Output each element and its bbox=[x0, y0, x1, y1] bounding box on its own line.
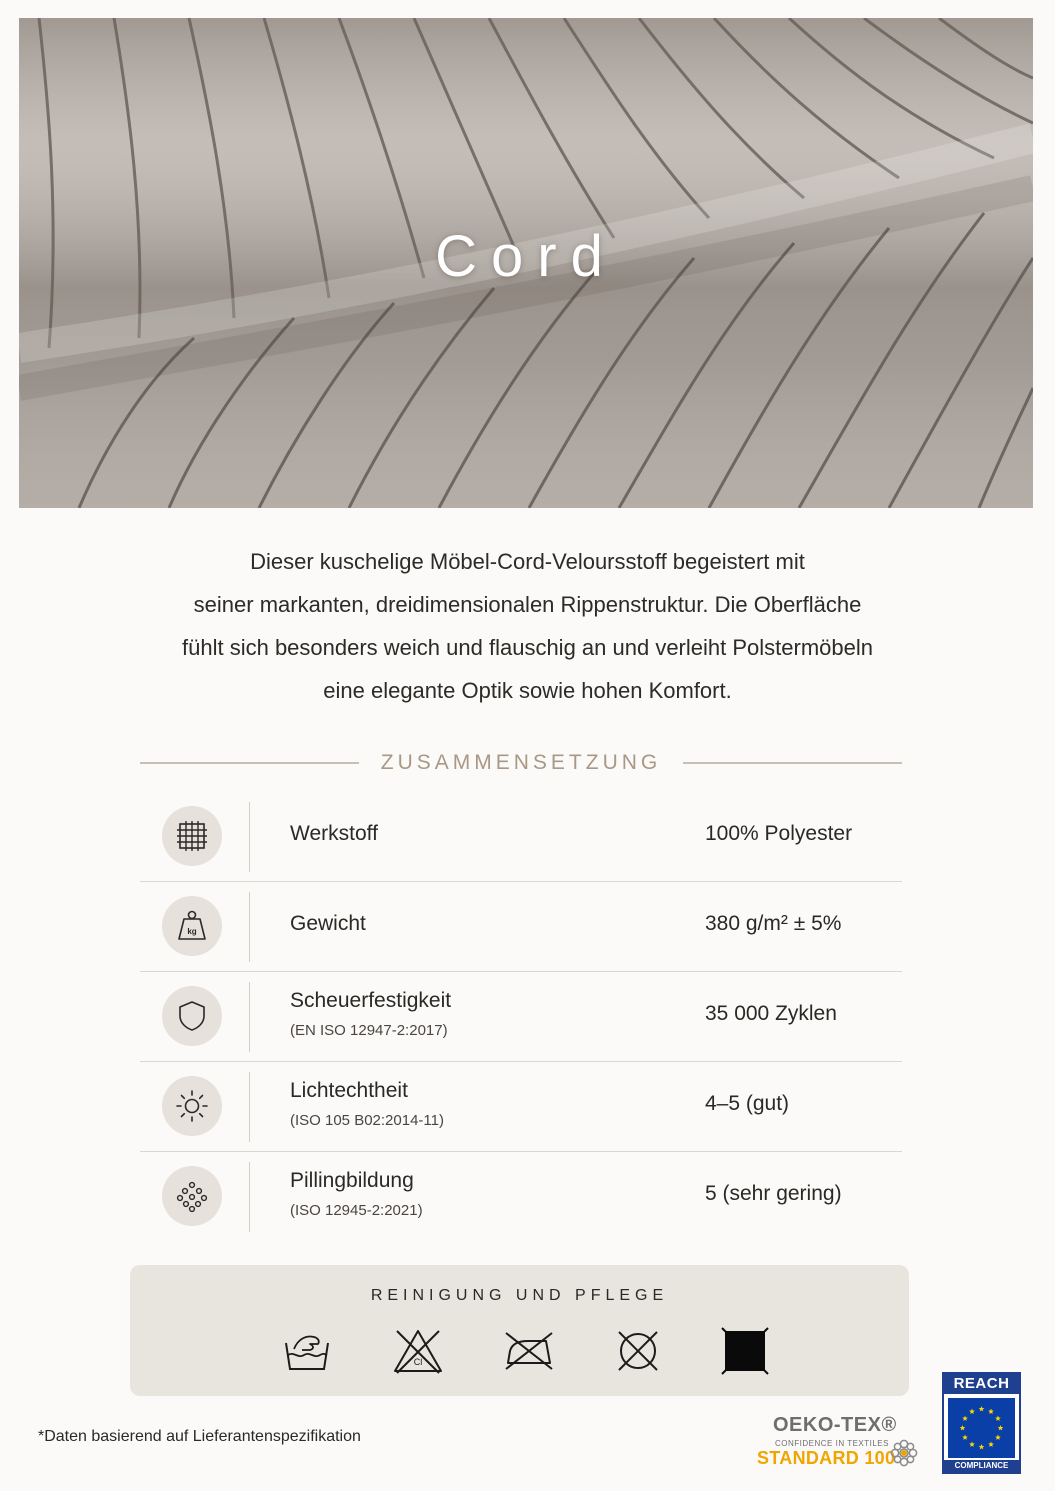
sun-icon bbox=[162, 1076, 222, 1136]
reach-compliance-badge bbox=[942, 1372, 1021, 1474]
spec-divider bbox=[249, 892, 250, 962]
oeko-tex-standard: STANDARD 100 bbox=[757, 1448, 896, 1468]
spec-standard: (EN ISO 12947-2:2017) bbox=[290, 1022, 448, 1039]
no-bleach-icon bbox=[391, 1327, 445, 1375]
eu-star bbox=[995, 1435, 1001, 1440]
no-iron-icon bbox=[502, 1329, 556, 1373]
spec-divider bbox=[249, 1162, 250, 1232]
no-tumble-dry-icon bbox=[720, 1326, 770, 1376]
spec-name: Werkstoff bbox=[290, 822, 378, 845]
care-title: REINIGUNG UND PFLEGE bbox=[370, 1287, 669, 1304]
heading-rule-right bbox=[683, 762, 902, 764]
care-symbols bbox=[280, 1323, 770, 1378]
description-line: Dieser kuschelige Möbel-Cord-Veloursstoff begeistert mit bbox=[250, 549, 805, 574]
product-title: Cord bbox=[435, 224, 617, 289]
eu-star bbox=[988, 1409, 994, 1414]
eu-star bbox=[979, 1406, 985, 1411]
spec-divider bbox=[249, 982, 250, 1052]
fabric-hero-image bbox=[19, 18, 1033, 508]
spec-name: Lichtechtheit bbox=[290, 1079, 408, 1102]
oeko-tex-flower-icon bbox=[889, 1438, 919, 1468]
spec-value: 5 (sehr gering) bbox=[705, 1182, 842, 1205]
no-dry-clean-icon bbox=[613, 1326, 663, 1376]
oeko-tex-logo bbox=[757, 1414, 937, 1472]
spec-standard: (ISO 105 B02:2014-11) bbox=[290, 1112, 444, 1129]
bleach-label: Cl bbox=[413, 1356, 423, 1367]
spec-value: 4–5 (gut) bbox=[705, 1092, 790, 1115]
pilling-dots-icon bbox=[162, 1166, 222, 1226]
description-line: fühlt sich besonders weich und flauschig an und verleiht Polstermöbeln bbox=[182, 635, 873, 660]
spec-row-abrasion bbox=[140, 972, 902, 1062]
eu-star bbox=[969, 1409, 975, 1414]
oeko-tex-name: OEKO-TEX® bbox=[773, 1414, 897, 1436]
composition-heading-label: ZUSAMMENSETZUNG bbox=[380, 751, 662, 774]
eu-star bbox=[960, 1425, 966, 1430]
footnote: *Daten basierend auf Lieferantenspezifikation bbox=[38, 1428, 361, 1445]
eu-star bbox=[998, 1425, 1004, 1430]
spec-standard: (ISO 12945-2:2021) bbox=[290, 1202, 423, 1219]
eu-star bbox=[962, 1416, 968, 1421]
spec-row-pilling bbox=[140, 1152, 902, 1241]
spec-row-weight bbox=[140, 882, 902, 972]
spec-row-lightfastness bbox=[140, 1062, 902, 1152]
description-line: seiner markanten, dreidimensionalen Rippenstruktur. Die Oberfläche bbox=[193, 592, 862, 617]
care-panel bbox=[130, 1265, 909, 1396]
spec-value: 35 000 Zyklen bbox=[705, 1002, 837, 1025]
spec-row-material bbox=[140, 792, 902, 882]
reach-title: REACH bbox=[944, 1374, 1019, 1394]
spec-table bbox=[140, 792, 902, 1241]
shield-icon bbox=[162, 986, 222, 1046]
heading-rule-left bbox=[140, 762, 359, 764]
hand-wash-icon bbox=[280, 1329, 334, 1373]
spec-value: 100% Polyester bbox=[705, 822, 853, 845]
spec-name: Scheuerfestigkeit bbox=[290, 989, 452, 1012]
weight-icon bbox=[162, 896, 222, 956]
eu-star bbox=[979, 1444, 985, 1449]
weight-icon-label: kg bbox=[187, 927, 197, 936]
reach-subtitle: COMPLIANCE bbox=[944, 1460, 1019, 1472]
description-line: eine elegante Optik sowie hohen Komfort. bbox=[323, 678, 732, 703]
eu-flag-icon bbox=[948, 1398, 1015, 1458]
spec-name: Gewicht bbox=[290, 912, 366, 935]
eu-star bbox=[969, 1441, 975, 1446]
spec-name: Pillingbildung bbox=[290, 1169, 414, 1192]
spec-divider bbox=[249, 802, 250, 872]
eu-star bbox=[962, 1435, 968, 1440]
eu-star bbox=[995, 1416, 1001, 1421]
spec-divider bbox=[249, 1072, 250, 1142]
oeko-tex-tagline: CONFIDENCE IN TEXTILES bbox=[775, 1439, 889, 1448]
eu-star bbox=[988, 1441, 994, 1446]
fabric-grid-icon bbox=[162, 806, 222, 866]
composition-heading bbox=[140, 746, 902, 780]
spec-value: 380 g/m² ± 5% bbox=[705, 912, 842, 935]
product-description bbox=[90, 540, 965, 712]
